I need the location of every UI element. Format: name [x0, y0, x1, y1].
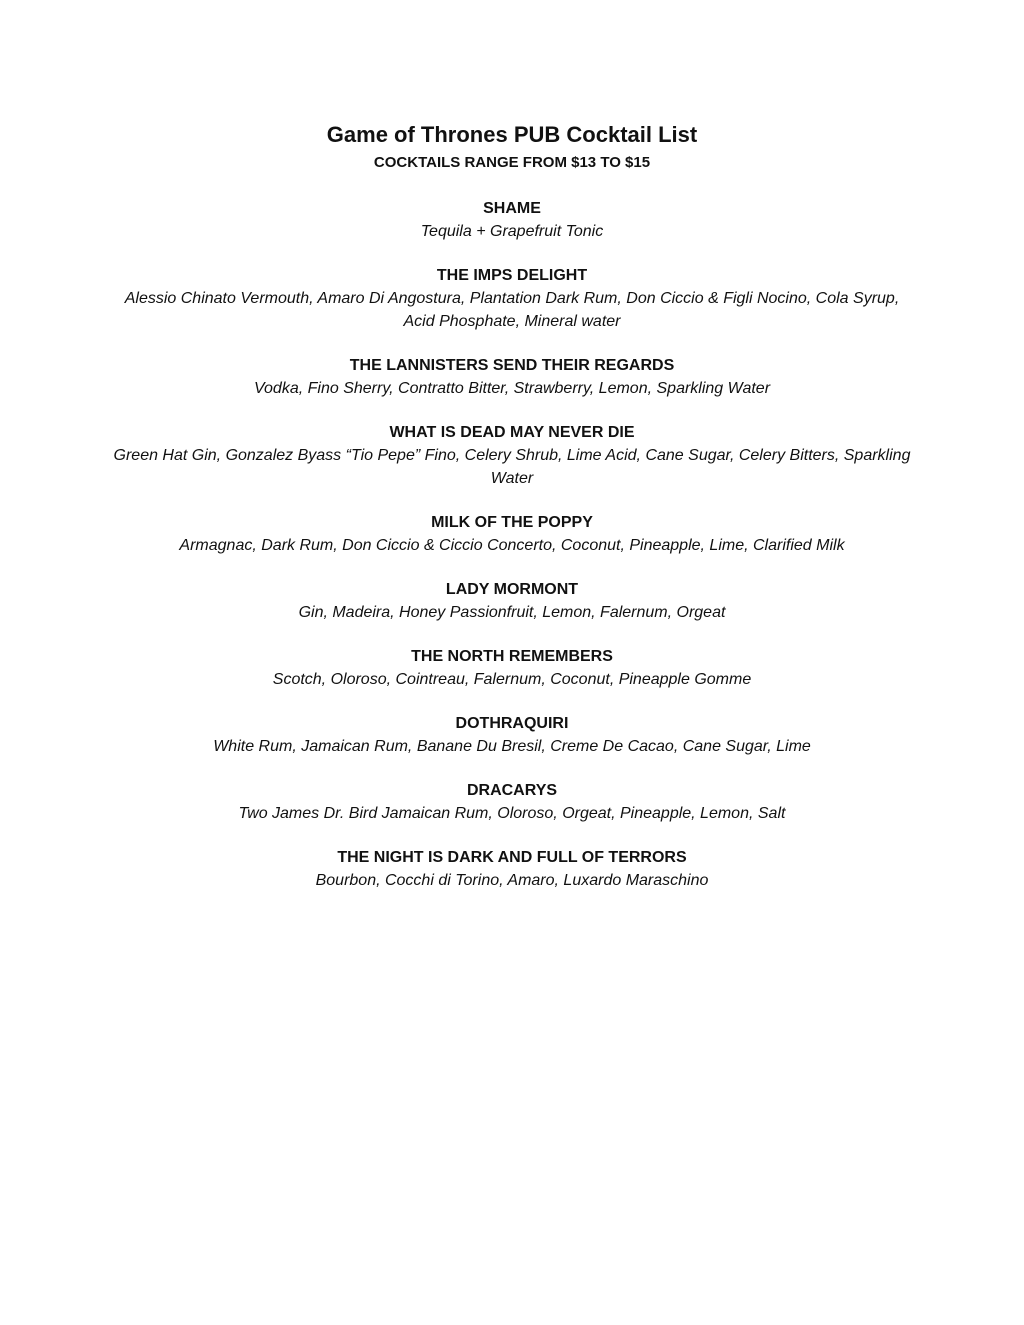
- cocktail-name: LADY MORMONT: [445, 581, 579, 598]
- cocktail-item-lannisters-regards: [112, 355, 912, 400]
- cocktail-item-dothraquiri: [112, 713, 912, 758]
- cocktail-ingredients: Armagnac, Dark Rum, Don Ciccio & Ciccio Concerto, Coconut, Pineapple, Lime, Clarified Milk: [179, 537, 845, 554]
- menu-title: Game of Thrones PUB Cocktail List: [326, 122, 698, 147]
- cocktail-ingredients: White Rum, Jamaican Rum, Banane Du Bresil, Creme De Cacao, Cane Sugar, Lime: [213, 738, 811, 755]
- cocktail-item-dracarys: [112, 780, 912, 825]
- cocktail-name: THE IMPS DELIGHT: [436, 267, 588, 284]
- cocktail-name: WHAT IS DEAD MAY NEVER DIE: [389, 424, 635, 441]
- cocktail-name: THE NORTH REMEMBERS: [411, 648, 613, 665]
- cocktail-ingredients: Gin, Madeira, Honey Passionfruit, Lemon, Falernum, Orgeat: [298, 604, 726, 621]
- cocktail-name: SHAME: [483, 200, 541, 217]
- cocktail-ingredients: Green Hat Gin, Gonzalez Byass “Tio Pepe” Fino, Celery Shrub, Lime Acid, Cane Sugar, Celery Bitters, Sparkling Water: [113, 447, 911, 487]
- cocktail-ingredients: Alessio Chinato Vermouth, Amaro Di Angostura, Plantation Dark Rum, Don Ciccio & Figli Nocino, Cola Syrup, Acid Phosphate, Mineral water: [124, 290, 900, 330]
- cocktail-ingredients: Vodka, Fino Sherry, Contratto Bitter, Strawberry, Lemon, Sparkling Water: [253, 380, 771, 397]
- cocktail-item-what-is-dead: [112, 422, 912, 490]
- cocktail-ingredients: Two James Dr. Bird Jamaican Rum, Oloroso, Orgeat, Pineapple, Lemon, Salt: [238, 805, 786, 822]
- cocktail-ingredients: Tequila + Grapefruit Tonic: [420, 223, 604, 240]
- cocktail-item-imps-delight: [112, 265, 912, 333]
- cocktail-item-shame: [112, 198, 912, 243]
- cocktail-name: DRACARYS: [466, 782, 558, 799]
- cocktail-ingredients: Bourbon, Cocchi di Torino, Amaro, Luxardo Maraschino: [315, 872, 709, 889]
- cocktail-name: MILK OF THE POPPY: [431, 514, 593, 531]
- cocktail-ingredients: Scotch, Oloroso, Cointreau, Falernum, Coconut, Pineapple Gomme: [272, 671, 752, 688]
- cocktail-name: THE NIGHT IS DARK AND FULL OF TERRORS: [337, 849, 687, 866]
- cocktail-name: DOTHRAQUIRI: [455, 715, 569, 732]
- cocktail-item-night-is-dark: [112, 847, 912, 892]
- cocktail-name: THE LANNISTERS SEND THEIR REGARDS: [349, 357, 675, 374]
- price-range-subtitle: COCKTAILS RANGE FROM $13 TO $15: [373, 154, 651, 171]
- cocktail-item-milk-of-the-poppy: [112, 512, 912, 557]
- cocktail-list: [112, 198, 912, 914]
- cocktail-item-lady-mormont: [112, 579, 912, 624]
- cocktail-item-north-remembers: [112, 646, 912, 691]
